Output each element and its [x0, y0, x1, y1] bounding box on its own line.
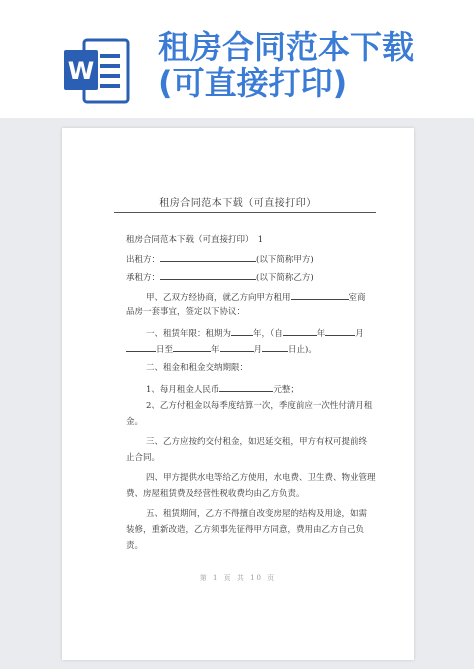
heading-divider [114, 212, 376, 213]
page-number-footer: 第 1 页 共 10 页 [199, 574, 277, 582]
svg-text:W: W [67, 57, 95, 85]
document-line: 2、乙方付租金以每季度结算一次，季度前应一次性付清月租 [146, 401, 373, 411]
lease-term-line: 日至 年 月 日止)。 [126, 342, 317, 356]
document-line: 品房一套事宜，签定以下协议： [126, 307, 246, 317]
document-line: 装修，重新改造，乙方须事先征得甲方同意，费用由乙方自己负 [126, 525, 365, 535]
document-line: 四、甲方提供水电等给乙方使用，水电费、卫生费、物业管理 [146, 473, 376, 483]
page-header [0, 0, 474, 118]
document-line: 甲、乙双方经协商，就乙方向甲方租用 室商 [146, 290, 366, 304]
document-line: 租房合同范本下载（可直接打印） 1 [126, 235, 264, 245]
page-subtitle: (可直接打印) [158, 64, 348, 102]
document-page [62, 128, 414, 660]
document-heading: 租房合同范本下载（可直接打印） [159, 198, 317, 209]
page-title: 租房合同范本下载 [158, 28, 415, 66]
document-line: 二、租金和租金交纳期限： [146, 363, 249, 373]
document-line: 费、房屋租赁费及经营性税收费均由乙方负责。 [126, 489, 305, 499]
document-line: 金。 [126, 417, 144, 427]
lessor-line: 出租方： (以下简称甲方) [126, 252, 314, 266]
document-line: 五、租赁期间，乙方不得擅自改变房屋的结构及用途，如需 [146, 509, 368, 519]
word-document-icon [62, 36, 132, 106]
document-line: 责。 [126, 541, 144, 551]
document-line: 止合同。 [126, 453, 161, 463]
rent-amount-line: 1、每月租金人民币 元整； [146, 382, 299, 396]
document-line: 三、乙方应按约交付租金，如迟延交租，甲方有权可提前终 [146, 437, 368, 447]
lessee-line: 承租方： (以下简称乙方) [126, 270, 314, 284]
lease-term-line: 一、租赁年限：租期为 年，（自 年 月 [146, 326, 364, 340]
